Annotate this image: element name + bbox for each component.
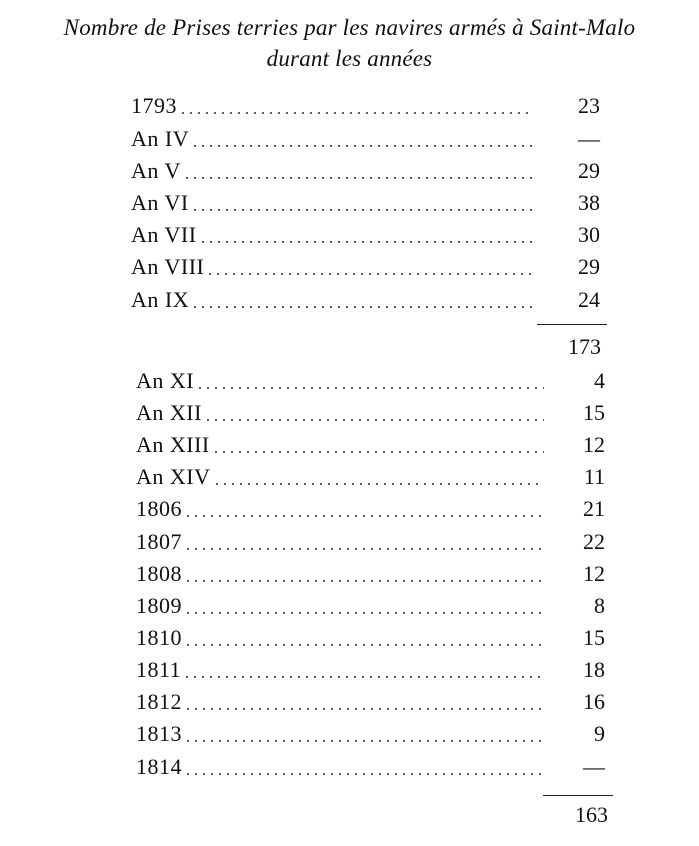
dot-leader — [212, 451, 544, 453]
dot-leader — [184, 548, 544, 550]
row-label: An VIII — [131, 254, 205, 279]
dot-leader — [213, 483, 545, 485]
dot-leader — [184, 644, 544, 646]
row-value: 18 — [583, 657, 605, 682]
dot-leader — [191, 306, 532, 308]
table-row — [131, 285, 536, 315]
dot-leader — [184, 580, 544, 582]
table-row — [131, 252, 536, 282]
table-row — [131, 124, 536, 154]
dot-leader — [184, 773, 544, 775]
table-row — [136, 559, 548, 589]
row-label: 1807 — [136, 529, 182, 554]
row-label: 1813 — [136, 721, 182, 746]
row-label: An XII — [136, 400, 202, 425]
row-value: 29 — [578, 158, 600, 183]
dot-leader — [184, 708, 544, 710]
row-value: 30 — [578, 222, 600, 247]
dot-leader — [204, 419, 544, 421]
sum-rule — [543, 795, 613, 796]
row-label: 1809 — [136, 593, 182, 618]
dot-leader — [199, 241, 532, 243]
row-label: 1808 — [136, 561, 182, 586]
row-value: 29 — [578, 254, 600, 279]
table-row — [131, 188, 536, 218]
row-label: 1810 — [136, 625, 182, 650]
dot-leader — [191, 145, 532, 147]
row-label: An XI — [136, 368, 195, 393]
row-label: 1811 — [136, 657, 182, 682]
row-label: An IX — [131, 287, 190, 312]
row-label: An IV — [131, 126, 190, 151]
row-value: 38 — [578, 190, 600, 215]
dot-leader — [179, 112, 532, 114]
row-value: 15 — [583, 400, 605, 425]
page-title — [0, 12, 699, 74]
row-value: 9 — [594, 721, 605, 746]
dot-leader — [206, 273, 532, 275]
group-total: 163 — [575, 802, 608, 827]
dot-leader — [196, 387, 544, 389]
table-row — [136, 430, 548, 460]
row-label: An XIII — [136, 432, 210, 457]
dot-leader — [183, 676, 544, 678]
row-label: An VI — [131, 190, 189, 215]
table-row — [131, 220, 536, 250]
table-row — [131, 156, 536, 186]
table-row — [136, 366, 548, 396]
table-row — [136, 494, 548, 524]
row-value: 24 — [578, 287, 600, 312]
row-value: 8 — [594, 593, 605, 618]
title-line-2: durant les années — [266, 46, 433, 71]
table-row — [136, 591, 548, 621]
dot-leader — [184, 515, 544, 517]
sum-rule — [537, 324, 607, 325]
row-value: 23 — [578, 93, 600, 118]
group-total: 173 — [568, 334, 601, 359]
dot-leader — [184, 740, 544, 742]
table-row — [136, 398, 548, 428]
row-value: — — [578, 126, 600, 151]
row-label: 1814 — [136, 754, 182, 779]
row-value: 16 — [583, 689, 605, 714]
row-label: 1812 — [136, 689, 182, 714]
table-row — [136, 623, 548, 653]
table-row — [131, 91, 536, 121]
row-label: An VII — [131, 222, 197, 247]
table-row — [136, 655, 548, 685]
table-row — [136, 527, 548, 557]
row-value: 12 — [583, 561, 605, 586]
row-label: An XIV — [136, 464, 211, 489]
row-value: 21 — [583, 496, 605, 521]
row-label: 1793 — [131, 93, 177, 118]
row-value: 4 — [594, 368, 605, 393]
row-value: 12 — [583, 432, 605, 457]
dot-leader — [184, 612, 544, 614]
row-label: 1806 — [136, 496, 182, 521]
row-label: An V — [131, 158, 181, 183]
table-row — [136, 462, 548, 492]
dot-leader — [191, 209, 532, 211]
row-value: 11 — [583, 464, 605, 489]
row-value: 15 — [583, 625, 605, 650]
table-row — [136, 719, 548, 749]
table-row — [136, 687, 548, 717]
dot-leader — [183, 177, 532, 179]
table-row — [136, 752, 548, 782]
row-value: — — [583, 754, 605, 779]
row-value: 22 — [583, 529, 605, 554]
title-line-1: Nombre de Prises terries par les navires armés à Saint-Malo — [63, 15, 636, 40]
